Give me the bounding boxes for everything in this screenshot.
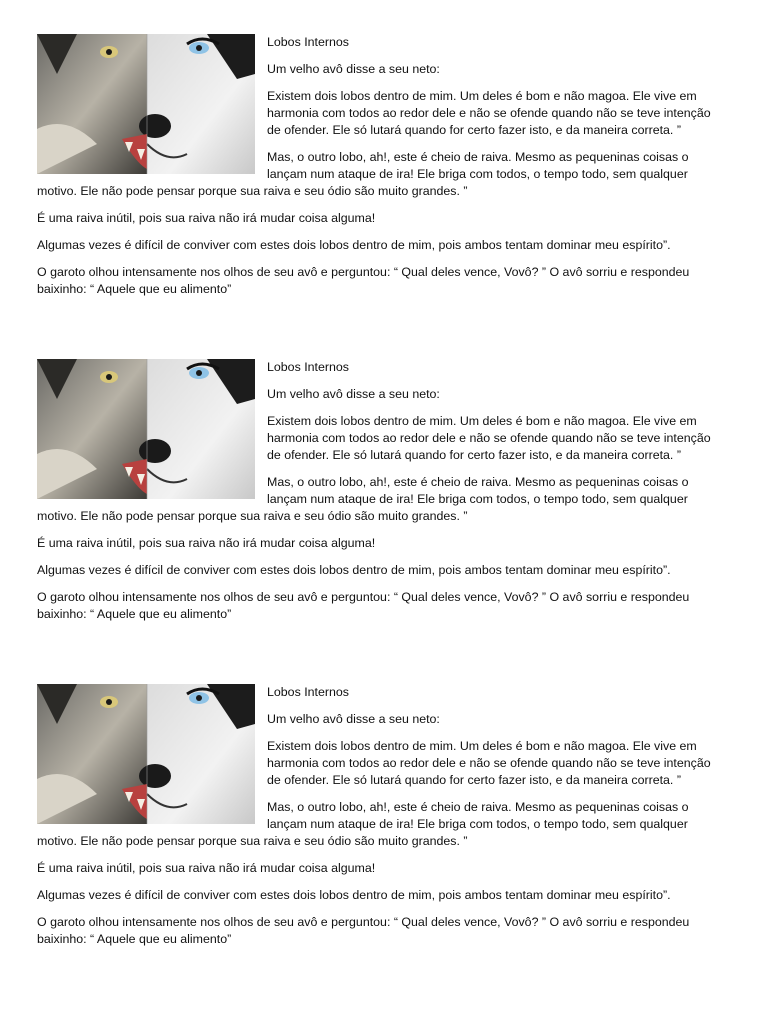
story-paragraph-2: Mas, o outro lobo, ah!, este é cheio de raiva. Mesmo as pequeninas coisas o lançam num ataque de ira! Ele briga com todos, o tempo todo, sem qualquer motivo. Ele não pode pensar porque sua raiva e seu ódio são muito grandes. ”	[37, 475, 689, 523]
story-paragraph-4: Algumas vezes é difícil de conviver com estes dois lobos dentro de mim, pois ambos tentam dominar meu espírito”.	[37, 238, 671, 252]
story-paragraph-1: Existem dois lobos dentro de mim. Um deles é bom e não magoa. Ele vive em harmonia com todos ao redor dele e não se ofende quando não se teve intenção de ofender. Ele só lutará quando for certo fazer isto, e da maneira correta. ”	[267, 414, 711, 462]
story-intro: Um velho avô disse a seu neto:	[267, 712, 440, 726]
wolf-image	[37, 359, 255, 499]
story-paragraph-1: Existem dois lobos dentro de mim. Um deles é bom e não magoa. Ele vive em harmonia com todos ao redor dele e não se ofende quando não se teve intenção de ofender. Ele só lutará quando for certo fazer isto, e da maneira correta. ”	[267, 739, 711, 787]
story-paragraph-3: É uma raiva inútil, pois sua raiva não irá mudar coisa alguma!	[37, 861, 376, 875]
story-paragraph-5: O garoto olhou intensamente nos olhos de seu avô e perguntou: “ Qual deles vence, Vovô? ” O avô sorriu e respondeu baixinho: “ Aquele que eu alimento”	[37, 915, 690, 946]
wolf-face-split-icon	[37, 34, 255, 174]
wolf-face-split-icon	[37, 359, 255, 499]
story-block-2	[37, 359, 727, 633]
story-paragraph-5: O garoto olhou intensamente nos olhos de seu avô e perguntou: “ Qual deles vence, Vovô? ” O avô sorriu e respondeu baixinho: “ Aquele que eu alimento”	[37, 265, 690, 296]
story-paragraph-2: Mas, o outro lobo, ah!, este é cheio de raiva. Mesmo as pequeninas coisas o lançam num ataque de ira! Ele briga com todos, o tempo todo, sem qualquer motivo. Ele não pode pensar porque sua raiva e seu ódio são muito grandes. ”	[37, 150, 689, 198]
story-paragraph-4: Algumas vezes é difícil de conviver com estes dois lobos dentro de mim, pois ambos tentam dominar meu espírito”.	[37, 888, 671, 902]
story-paragraph-3: É uma raiva inútil, pois sua raiva não irá mudar coisa alguma!	[37, 536, 376, 550]
story-intro: Um velho avô disse a seu neto:	[267, 387, 440, 401]
story-title: Lobos Internos	[267, 360, 349, 374]
story-paragraph-5: O garoto olhou intensamente nos olhos de seu avô e perguntou: “ Qual deles vence, Vovô? ” O avô sorriu e respondeu baixinho: “ Aquele que eu alimento”	[37, 590, 690, 621]
wolf-face-split-icon	[37, 684, 255, 824]
wolf-image	[37, 684, 255, 824]
story-title: Lobos Internos	[267, 685, 349, 699]
story-block-3	[37, 684, 727, 958]
story-block-1	[37, 34, 727, 308]
story-intro: Um velho avô disse a seu neto:	[267, 62, 440, 76]
wolf-image	[37, 34, 255, 174]
story-title: Lobos Internos	[267, 35, 349, 49]
story-paragraph-1: Existem dois lobos dentro de mim. Um deles é bom e não magoa. Ele vive em harmonia com todos ao redor dele e não se ofende quando não se teve intenção de ofender. Ele só lutará quando for certo fazer isto, e da maneira correta. ”	[267, 89, 711, 137]
story-paragraph-3: É uma raiva inútil, pois sua raiva não irá mudar coisa alguma!	[37, 211, 376, 225]
story-paragraph-2: Mas, o outro lobo, ah!, este é cheio de raiva. Mesmo as pequeninas coisas o lançam num ataque de ira! Ele briga com todos, o tempo todo, sem qualquer motivo. Ele não pode pensar porque sua raiva e seu ódio são muito grandes. ”	[37, 800, 689, 848]
story-paragraph-4: Algumas vezes é difícil de conviver com estes dois lobos dentro de mim, pois ambos tentam dominar meu espírito”.	[37, 563, 671, 577]
